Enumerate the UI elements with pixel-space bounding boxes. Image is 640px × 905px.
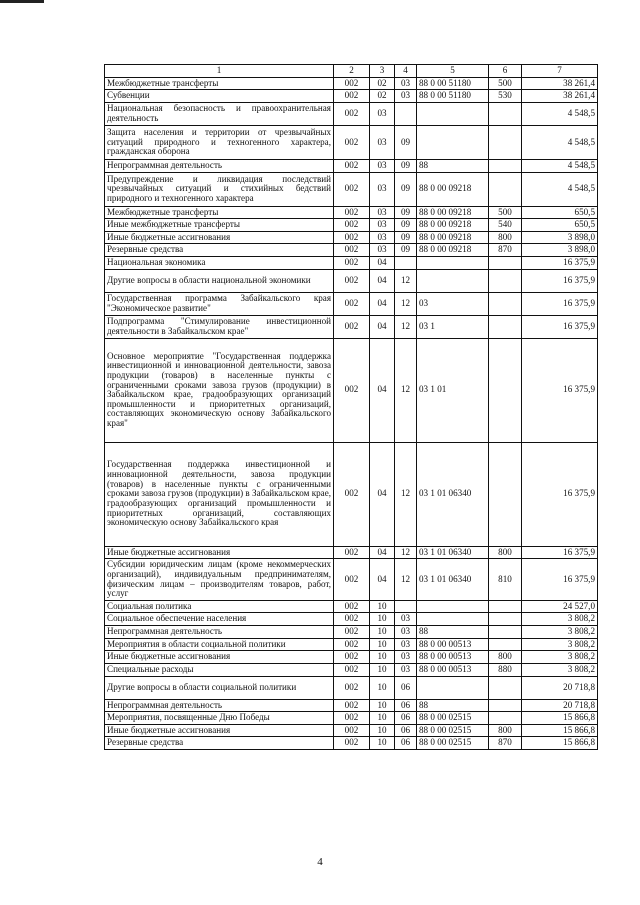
row-code-5: 03 1 01 06340 (417, 546, 489, 559)
row-code-3: 10 (370, 699, 395, 712)
row-amount: 4 548,5 (522, 159, 598, 172)
row-code-6 (489, 172, 522, 206)
table-row (105, 712, 598, 725)
row-code-3: 03 (370, 244, 395, 257)
row-code-2: 002 (334, 338, 370, 442)
row-amount: 16 375,9 (522, 338, 598, 442)
table-row (105, 600, 598, 613)
row-code-5: 88 0 00 09218 (417, 206, 489, 219)
row-amount: 4 548,5 (522, 125, 598, 159)
row-code-5: 88 0 00 02515 (417, 737, 489, 750)
table-row (105, 651, 598, 664)
row-amount: 20 718,8 (522, 676, 598, 699)
row-amount: 3 808,2 (522, 638, 598, 651)
row-name: Другие вопросы в области социальной политики (105, 676, 334, 699)
header-cell-3: 3 (370, 65, 395, 78)
table-row (105, 613, 598, 626)
row-code-6 (489, 626, 522, 639)
row-code-5 (417, 676, 489, 699)
table-row (105, 125, 598, 159)
row-code-2: 002 (334, 315, 370, 338)
row-code-2: 002 (334, 219, 370, 232)
table-row (105, 559, 598, 601)
table-row (105, 90, 598, 103)
row-code-6: 810 (489, 559, 522, 601)
row-name: Подпрограмма "Стимулирование инвестиционной деятельности в Забайкальском крае" (105, 315, 334, 338)
row-code-2: 002 (334, 125, 370, 159)
header-cell-6: 6 (489, 65, 522, 78)
row-code-5: 88 (417, 626, 489, 639)
table-row (105, 626, 598, 639)
row-name: Государственная программа Забайкальского края "Экономическое развитие" (105, 292, 334, 315)
row-code-4: 06 (395, 712, 417, 725)
row-code-6 (489, 613, 522, 626)
row-code-4: 12 (395, 559, 417, 601)
row-name: Специальные расходы (105, 663, 334, 676)
table-row (105, 442, 598, 546)
row-code-4: 03 (395, 626, 417, 639)
row-code-2: 002 (334, 613, 370, 626)
row-code-4: 09 (395, 244, 417, 257)
row-code-6 (489, 676, 522, 699)
row-name: Субвенции (105, 90, 334, 103)
row-name: Непрограммная деятельность (105, 159, 334, 172)
header-cell-1: 1 (105, 65, 334, 78)
row-code-2: 002 (334, 546, 370, 559)
row-amount: 3 898,0 (522, 244, 598, 257)
row-code-2: 002 (334, 292, 370, 315)
row-code-3: 04 (370, 546, 395, 559)
row-name: Иные бюджетные ассигнования (105, 546, 334, 559)
row-name: Другие вопросы в области национальной экономики (105, 269, 334, 292)
row-code-5 (417, 613, 489, 626)
table-row (105, 269, 598, 292)
row-code-4 (395, 102, 417, 125)
row-code-3: 03 (370, 172, 395, 206)
row-code-2: 002 (334, 712, 370, 725)
row-code-3: 10 (370, 724, 395, 737)
row-name: Резервные средства (105, 737, 334, 750)
row-code-3: 04 (370, 338, 395, 442)
row-code-4: 09 (395, 231, 417, 244)
row-code-5: 88 (417, 159, 489, 172)
row-code-3: 10 (370, 737, 395, 750)
row-code-2: 002 (334, 172, 370, 206)
row-code-6 (489, 315, 522, 338)
row-code-6 (489, 159, 522, 172)
row-code-5: 88 0 00 09218 (417, 231, 489, 244)
row-code-5 (417, 600, 489, 613)
row-code-2: 002 (334, 90, 370, 103)
row-code-5 (417, 102, 489, 125)
row-code-5: 03 1 01 06340 (417, 442, 489, 546)
row-code-6 (489, 600, 522, 613)
row-code-3: 03 (370, 159, 395, 172)
row-name: Мероприятия в области социальной политики (105, 638, 334, 651)
table-row (105, 724, 598, 737)
budget-table (104, 64, 598, 750)
row-code-6: 870 (489, 244, 522, 257)
row-amount: 38 261,4 (522, 90, 598, 103)
row-amount: 3 808,2 (522, 613, 598, 626)
row-code-3: 03 (370, 219, 395, 232)
row-code-3: 10 (370, 651, 395, 664)
row-amount: 16 375,9 (522, 546, 598, 559)
row-code-5: 88 0 00 00513 (417, 638, 489, 651)
row-code-3: 03 (370, 125, 395, 159)
row-name: Национальная безопасность и правоохранительная деятельность (105, 102, 334, 125)
row-code-4: 12 (395, 269, 417, 292)
row-name: Субсидии юридическим лицам (кроме некоммерческих организаций), индивидуальным предпринимателям, физическим лицам – производителям товаров, работ, услуг (105, 559, 334, 601)
row-code-5: 88 0 00 51180 (417, 77, 489, 90)
row-code-6 (489, 125, 522, 159)
row-code-2: 002 (334, 559, 370, 601)
row-code-5 (417, 257, 489, 270)
row-code-3: 03 (370, 231, 395, 244)
table-row (105, 292, 598, 315)
row-code-4: 06 (395, 699, 417, 712)
row-code-4: 12 (395, 292, 417, 315)
row-code-2: 002 (334, 600, 370, 613)
row-code-6 (489, 102, 522, 125)
row-code-2: 002 (334, 159, 370, 172)
row-code-3: 10 (370, 638, 395, 651)
row-code-6: 800 (489, 651, 522, 664)
row-code-2: 002 (334, 102, 370, 125)
row-amount: 15 866,8 (522, 724, 598, 737)
row-name: Предупреждение и ликвидация последствий чрезвычайных ситуаций и стихийных бедствий природного и техногенного характера (105, 172, 334, 206)
row-code-6: 880 (489, 663, 522, 676)
row-code-2: 002 (334, 442, 370, 546)
row-code-3: 10 (370, 626, 395, 639)
table-row (105, 257, 598, 270)
header-cell-4: 4 (395, 65, 417, 78)
row-amount: 15 866,8 (522, 712, 598, 725)
row-code-3: 04 (370, 257, 395, 270)
row-code-2: 002 (334, 699, 370, 712)
row-code-2: 002 (334, 651, 370, 664)
row-amount: 3 808,2 (522, 651, 598, 664)
row-code-6 (489, 638, 522, 651)
row-amount: 4 548,5 (522, 172, 598, 206)
row-code-4: 03 (395, 90, 417, 103)
row-amount: 15 866,8 (522, 737, 598, 750)
row-name: Непрограммная деятельность (105, 626, 334, 639)
row-code-6: 870 (489, 737, 522, 750)
row-code-2: 002 (334, 737, 370, 750)
row-code-6: 800 (489, 231, 522, 244)
row-name: Непрограммная деятельность (105, 699, 334, 712)
row-name: Иные межбюджетные трансферты (105, 219, 334, 232)
row-code-3: 04 (370, 292, 395, 315)
row-name: Иные бюджетные ассигнования (105, 724, 334, 737)
row-name: Межбюджетные трансферты (105, 77, 334, 90)
row-code-2: 002 (334, 269, 370, 292)
row-code-6 (489, 442, 522, 546)
row-code-4: 03 (395, 651, 417, 664)
row-code-5: 03 1 01 06340 (417, 559, 489, 601)
row-code-2: 002 (334, 676, 370, 699)
row-code-5: 03 1 (417, 315, 489, 338)
row-code-6: 500 (489, 206, 522, 219)
row-name: Социальная политика (105, 600, 334, 613)
row-code-4: 09 (395, 219, 417, 232)
row-code-2: 002 (334, 257, 370, 270)
row-code-3: 04 (370, 315, 395, 338)
row-name: Межбюджетные трансферты (105, 206, 334, 219)
row-code-4: 03 (395, 77, 417, 90)
row-amount: 16 375,9 (522, 442, 598, 546)
table-row (105, 102, 598, 125)
row-code-5: 03 1 01 (417, 338, 489, 442)
row-code-3: 10 (370, 676, 395, 699)
row-code-4: 09 (395, 206, 417, 219)
table-row (105, 546, 598, 559)
table-row (105, 338, 598, 442)
row-code-6 (489, 699, 522, 712)
row-code-5: 03 (417, 292, 489, 315)
row-amount: 4 548,5 (522, 102, 598, 125)
row-code-4: 09 (395, 159, 417, 172)
row-amount: 16 375,9 (522, 292, 598, 315)
row-amount: 24 527,0 (522, 600, 598, 613)
table-row (105, 231, 598, 244)
row-code-5: 88 0 00 00513 (417, 651, 489, 664)
row-code-5 (417, 269, 489, 292)
row-code-2: 002 (334, 663, 370, 676)
row-code-4: 03 (395, 638, 417, 651)
row-code-4: 03 (395, 613, 417, 626)
row-amount: 16 375,9 (522, 257, 598, 270)
row-code-4: 03 (395, 663, 417, 676)
row-code-6 (489, 712, 522, 725)
header-cell-5: 5 (417, 65, 489, 78)
table-row (105, 159, 598, 172)
row-code-4 (395, 600, 417, 613)
row-code-5: 88 0 00 02515 (417, 712, 489, 725)
budget-table-body (105, 65, 598, 750)
row-code-4: 09 (395, 125, 417, 159)
row-amount: 16 375,9 (522, 269, 598, 292)
row-code-6: 800 (489, 724, 522, 737)
row-name: Резервные средства (105, 244, 334, 257)
row-code-6: 500 (489, 77, 522, 90)
row-amount: 16 375,9 (522, 315, 598, 338)
corner-scan-mark (0, 0, 44, 3)
row-name: Иные бюджетные ассигнования (105, 231, 334, 244)
table-row (105, 244, 598, 257)
row-code-4: 12 (395, 338, 417, 442)
header-cell-7: 7 (522, 65, 598, 78)
row-amount: 650,5 (522, 219, 598, 232)
table-row (105, 219, 598, 232)
row-code-6: 800 (489, 546, 522, 559)
row-code-4: 12 (395, 546, 417, 559)
page-number: 4 (317, 856, 323, 868)
row-code-2: 002 (334, 77, 370, 90)
row-code-3: 02 (370, 77, 395, 90)
row-amount: 650,5 (522, 206, 598, 219)
table-row (105, 315, 598, 338)
row-amount: 16 375,9 (522, 559, 598, 601)
row-code-5: 88 0 00 09218 (417, 219, 489, 232)
row-code-2: 002 (334, 638, 370, 651)
row-code-5: 88 0 00 51180 (417, 90, 489, 103)
table-row (105, 206, 598, 219)
row-name: Национальная экономика (105, 257, 334, 270)
table-header-row (105, 65, 598, 78)
row-code-3: 03 (370, 102, 395, 125)
row-code-2: 002 (334, 244, 370, 257)
row-amount: 38 261,4 (522, 77, 598, 90)
row-code-6 (489, 338, 522, 442)
table-row (105, 737, 598, 750)
row-code-2: 002 (334, 231, 370, 244)
row-name: Мероприятия, посвященные Дню Победы (105, 712, 334, 725)
row-code-3: 04 (370, 559, 395, 601)
row-amount: 3 898,0 (522, 231, 598, 244)
row-code-5: 88 0 00 00513 (417, 663, 489, 676)
row-code-2: 002 (334, 626, 370, 639)
row-code-6 (489, 292, 522, 315)
row-code-3: 04 (370, 269, 395, 292)
row-code-4: 12 (395, 315, 417, 338)
row-code-4 (395, 257, 417, 270)
row-code-6 (489, 269, 522, 292)
row-code-3: 10 (370, 600, 395, 613)
row-code-6: 530 (489, 90, 522, 103)
table-row (105, 676, 598, 699)
row-name: Защита населения и территории от чрезвычайных ситуаций природного и техногенного характера, гражданская оборона (105, 125, 334, 159)
row-code-3: 02 (370, 90, 395, 103)
table-row (105, 77, 598, 90)
row-amount: 3 808,2 (522, 626, 598, 639)
row-code-3: 04 (370, 442, 395, 546)
row-code-3: 10 (370, 663, 395, 676)
row-code-3: 10 (370, 712, 395, 725)
row-amount: 3 808,2 (522, 663, 598, 676)
row-code-2: 002 (334, 724, 370, 737)
row-code-5 (417, 125, 489, 159)
row-name: Социальное обеспечение населения (105, 613, 334, 626)
table-row (105, 699, 598, 712)
row-code-4: 09 (395, 172, 417, 206)
row-name: Иные бюджетные ассигнования (105, 651, 334, 664)
row-code-3: 10 (370, 613, 395, 626)
table-row (105, 663, 598, 676)
header-cell-2: 2 (334, 65, 370, 78)
row-amount: 20 718,8 (522, 699, 598, 712)
row-code-4: 12 (395, 442, 417, 546)
table-row (105, 172, 598, 206)
row-name: Государственная поддержка инвестиционной и инновационной деятельности, завоза продукции (товаров) в населенные пункты с ограниченными сроками завоза грузов (продукции) в Забайкальском крае, градообразующих организаций промышленности и приоритетных организаций, составляющих экономическую основу Забайкальского края (105, 442, 334, 546)
row-code-6 (489, 257, 522, 270)
row-code-6: 540 (489, 219, 522, 232)
table-row (105, 638, 598, 651)
row-code-5: 88 (417, 699, 489, 712)
row-code-4: 06 (395, 737, 417, 750)
row-code-4: 06 (395, 724, 417, 737)
row-name: Основное мероприятие "Государственная поддержка инвестиционной и инновационной деятельности, завоза продукции (товаров) в населенные пункты с ограниченными сроками завоза грузов (продукции) в Забайкальском крае, градообразующих организаций промышленности и приоритетных организаций, составляющих экономическую основу Забайкальского края" (105, 338, 334, 442)
row-code-2: 002 (334, 206, 370, 219)
row-code-5: 88 0 00 09218 (417, 172, 489, 206)
row-code-3: 03 (370, 206, 395, 219)
row-code-5: 88 0 00 09218 (417, 244, 489, 257)
row-code-4: 06 (395, 676, 417, 699)
row-code-5: 88 0 00 02515 (417, 724, 489, 737)
